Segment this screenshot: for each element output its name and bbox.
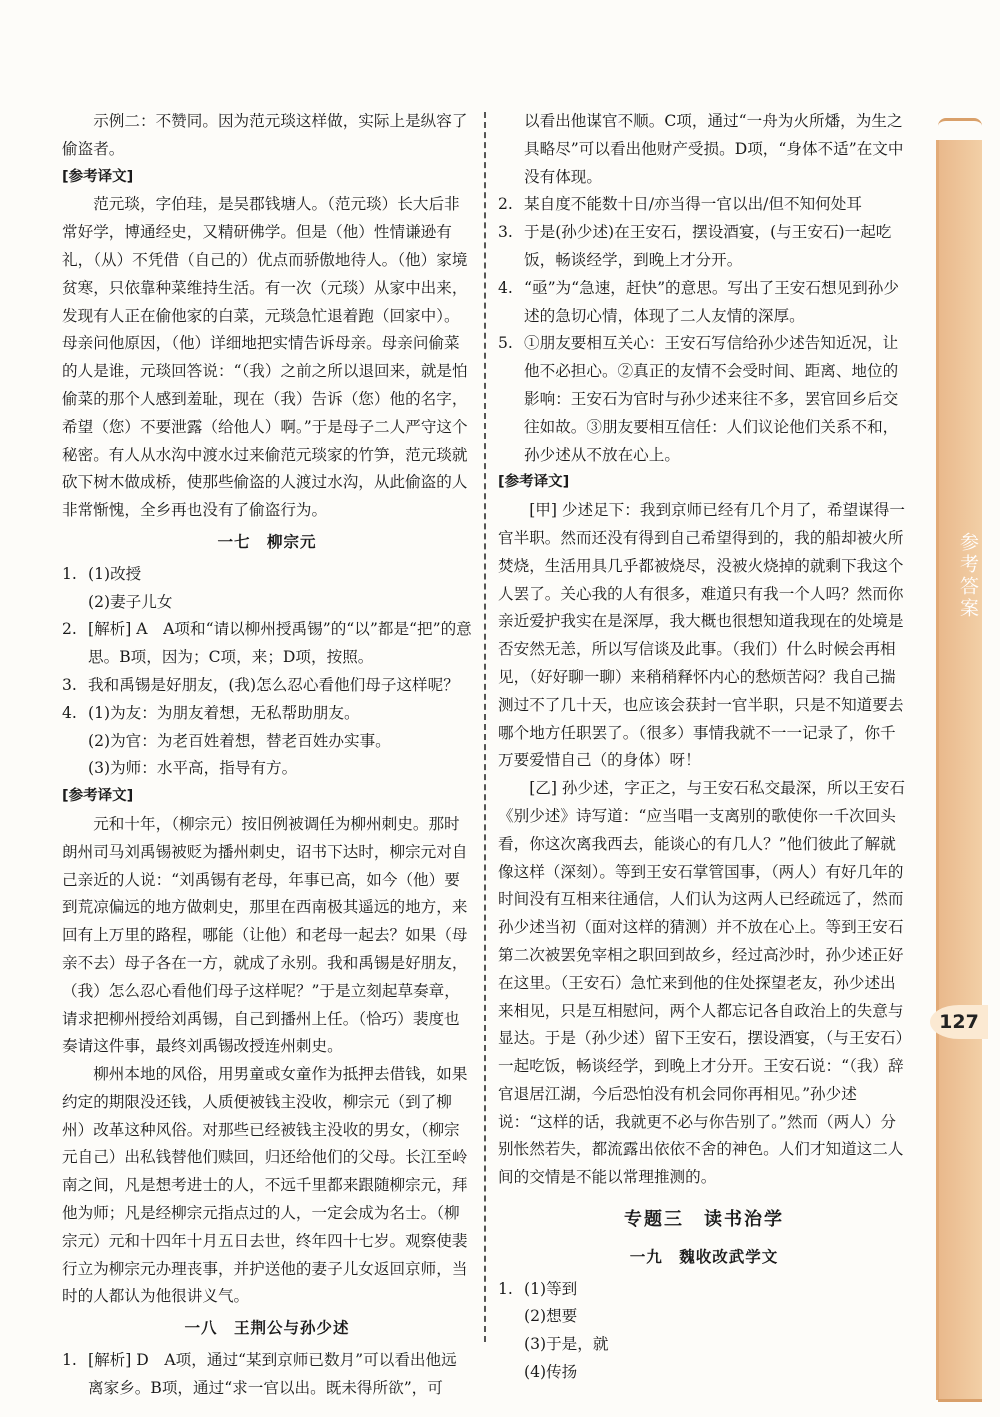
answer-line: (4)传扬 [524, 1363, 578, 1382]
question-3 [62, 672, 472, 700]
translation-liu-zongyuan-2: 柳州本地的风俗，用男童或女童作为抵押去借钱，如果约定的期限没还钱，人质便被钱主没收，柳宗元（到了柳州）改革这种风俗。对那些已经被钱主没收的男女，（柳宗元自己）出私钱替他们赎回，归还给他们的父母。长江至岭南之间，凡是想考进士的人，不远千里都来跟随柳宗元，拜他为师；凡是经柳宗元指点过的人，一定会成为名士。（柳宗元）元和十四年十月五日去世，终年四十七岁。观察使裴行立为柳宗元办理丧事，并护送他的妻子儿女返回京师，当时的人都认为他很讲义气。 [62, 1065, 468, 1306]
reference-translation-tag: [参考译文] [498, 474, 570, 491]
topic-title: 专题三 读书治学 [624, 1209, 784, 1231]
question-4 [62, 700, 472, 783]
right-column [498, 108, 910, 1387]
answer-text: 某自度不能数十日/亦当得一官以出/但不知何处耳 [524, 195, 862, 214]
question-5 [498, 330, 910, 469]
answer-line: (3)为师：水平高，指导有方。 [88, 759, 298, 778]
question-number: 1. [498, 1279, 513, 1298]
question-4 [498, 275, 910, 331]
side-tab-label: 参考答案 [957, 532, 979, 620]
answer-line: (2)为官：为老百姓着想，替老百姓办实事。 [88, 731, 391, 750]
column-divider [484, 112, 486, 1342]
translation-yi: [乙] 孙少述，字正之，与王安石私交最深，所以王安石《别少述》诗写道：“应当唱一支离别的歌使你一千次回头看，你这次离我西去，能谈心的有几人？”他们彼此了解就像这样（深刻）。等到王安石掌管国事，（两人）有好几年的时间没有互相来往通信，人们认为这两人已经疏远了，然而孙少述当初（面对这样的猜测）并不放在心上。等到王安石第二次被罢免宰相之职回到故乡，经过高沙时，孙少述正好在这里。（王安石）急忙来到他的住处探望老友，孙少述出来相见，只是互相慰问，两个人都忘记各自政治上的失意与显达。于是（孙少述）留下王安石，摆设酒宴，（与王安石）一起吃饭，畅谈经学，到晚上才分开。王安石说：“（我）辞官退居江湖，今后恐怕没有机会同你再相见。”孙少述说：“这样的话，我就更不必与你告别了。”然而（两人）分别怅然若失，都流露出依依不舍的神色。人们才知道这二人间的交情是不能以常理推测的。 [498, 779, 905, 1187]
question-number: 2. [62, 620, 77, 639]
question-number: 4. [62, 703, 77, 722]
reference-translation-tag: [参考译文] [62, 168, 134, 185]
question-number: 4. [498, 278, 513, 297]
answer-text: 我和禹锡是好朋友，(我)怎么忍心看他们母子这样呢？ [88, 675, 459, 694]
question-number: 5. [498, 334, 513, 353]
left-column [62, 108, 472, 1403]
section-title-19: 一九 魏收改武学文 [629, 1247, 779, 1266]
answer-text: “亟”为“急速，赶快”的意思。写出了王安石想见到孙少述的急切心情，体现了二人友情的深厚。 [524, 278, 899, 325]
question-number: 3. [62, 675, 77, 694]
question-3 [498, 219, 910, 275]
answer-text: [解析] A A项和“请以柳州授禹锡”的“以”都是“把”的意思。B项，因为；C项，来；D项，按照。 [88, 620, 472, 667]
translation-fan-yuanyan: 范元琰，字伯珪，是吴郡钱塘人。（范元琰）长大后非常好学，博通经史，又精研佛学。但是（他）性情谦逊有礼，（从）不凭借（自己的）优点而骄傲地待人。（他）家境贫寒，只依靠种菜维持生活。有一次（元琰）从家中出来，发现有人正在偷他家的白菜，元琰急忙退着跑（回家中）。母亲问他原因，（他）详细地把实情告诉母亲。母亲问偷菜的人是谁，元琰回答说：“（我）之前之所以退回来，就是怕偷菜的那个人感到羞耻，现在（我）告诉（您）他的名字，希望（您）不要泄露（给他人）啊。”于是母子二人严守这个秘密。有人从水沟中渡水过来偷范元琰家的竹笋，范元琰就砍下树木做成桥，使那些偷盗的人渡过水沟，从此偷盗的人非常惭愧，全乡再也没有了偷盗行为。 [62, 195, 468, 520]
section-title-17: 一七 柳宗元 [217, 532, 317, 551]
answer-text: 于是(孙少述)在王安石，摆设酒宴，(与王安石)一起吃饭，畅谈经学，到晚上才分开。 [524, 223, 892, 269]
question-2 [498, 191, 910, 219]
answer-text: ①朋友要相互关心：王安石写信给孙少述告知近况，让他不必担心。②真正的友情不会受时间、距离、地位的影响：王安石为官时与孙少述来往不多，罢官回乡后交往如故。③朋友要相互信任：人们议论他们关系不和，孙少述从不放在心上。 [524, 334, 899, 464]
answer-text: [解析] D A项，通过“某到京师已数月”可以看出他远离家乡。B项，通过“求一官以出。既未得所欲”，可 [88, 1351, 457, 1397]
question-1 [62, 561, 472, 617]
answer-line: (1)等到 [524, 1279, 578, 1298]
question-number: 2. [498, 195, 513, 214]
side-tab-bottom-ornament [938, 1388, 982, 1402]
question-number: 1. [62, 1351, 77, 1370]
answer-line: (2)想要 [524, 1307, 578, 1326]
reference-translation-tag: [参考译文] [62, 788, 134, 805]
question-1 [498, 1276, 910, 1387]
translation-liu-zongyuan-1: 元和十年，（柳宗元）按旧例被调任为柳州刺史。那时朗州司马刘禹锡被贬为播州刺史，诏书下达时，柳宗元对自己亲近的人说：“刘禹锡有老母，年事已高，如今（他）要到荒凉偏远的地方做刺史，那里在西南极其遥远的地方，来回有上万里的路程，哪能（让他）和老母一起去？如果（母亲不去）母子各在一方，就成了永别。我和禹锡是好朋友，（我）怎么忍心看他们母子这样呢？”于是立刻起草奏章，请求把柳州授给刘禹锡，自己到播州上任。（恰巧）裴度也奏请这件事，最终刘禹锡改授连州刺史。 [62, 814, 468, 1056]
side-tab-strip [936, 140, 982, 1400]
example-answer: 示例二：不赞同。因为范元琰这样做，实际上是纵容了偷盗者。 [62, 112, 468, 158]
page-number: 127 [930, 1005, 988, 1039]
question-2 [62, 616, 472, 672]
answer-line: (2)妻子儿女 [88, 592, 173, 611]
answer-line: (1)改授 [88, 564, 142, 583]
question-number: 1. [62, 564, 77, 583]
question-number: 3. [498, 223, 513, 242]
answer-continuation: 以看出他谋官不顺。C项，通过“一舟为火所燔，为生之具略尽”可以看出他财产受损。D项，“身体不适”在文中没有体现。 [524, 112, 904, 186]
side-tab-top-ornament [938, 118, 982, 144]
answer-line: (1)为友：为朋友着想，无私帮助朋友。 [88, 703, 360, 722]
section-title-18: 一八 王荆公与孙少述 [184, 1319, 350, 1338]
question-1 [62, 1347, 472, 1403]
translation-jia: [甲] 少述足下：我到京师已经有几个月了，希望谋得一官半职。然而还没有得到自己希望得到的，我的船却被火所焚烧，生活用具几乎都被烧尽，没被火烧掉的就剩下我这个人罢了。关心我的人有很多，难道只有我一个人吗？然而你亲近爱护我实在是深厚，我大概也很想知道我现在的处境是否安然无恙，所以写信谈及此事。（我们）什么时候会再相见，（好好聊一聊）来稍稍释怀内心的愁烦苦闷？我自己揣测过不了几十天，也应该会获封一官半职，只是不知道要去哪个地方任职罢了。（很多）事情我就不一一记录了，你千万要爱惜自己（的身体）呀！ [498, 501, 905, 770]
answer-line: (3)于是，就 [524, 1335, 609, 1354]
